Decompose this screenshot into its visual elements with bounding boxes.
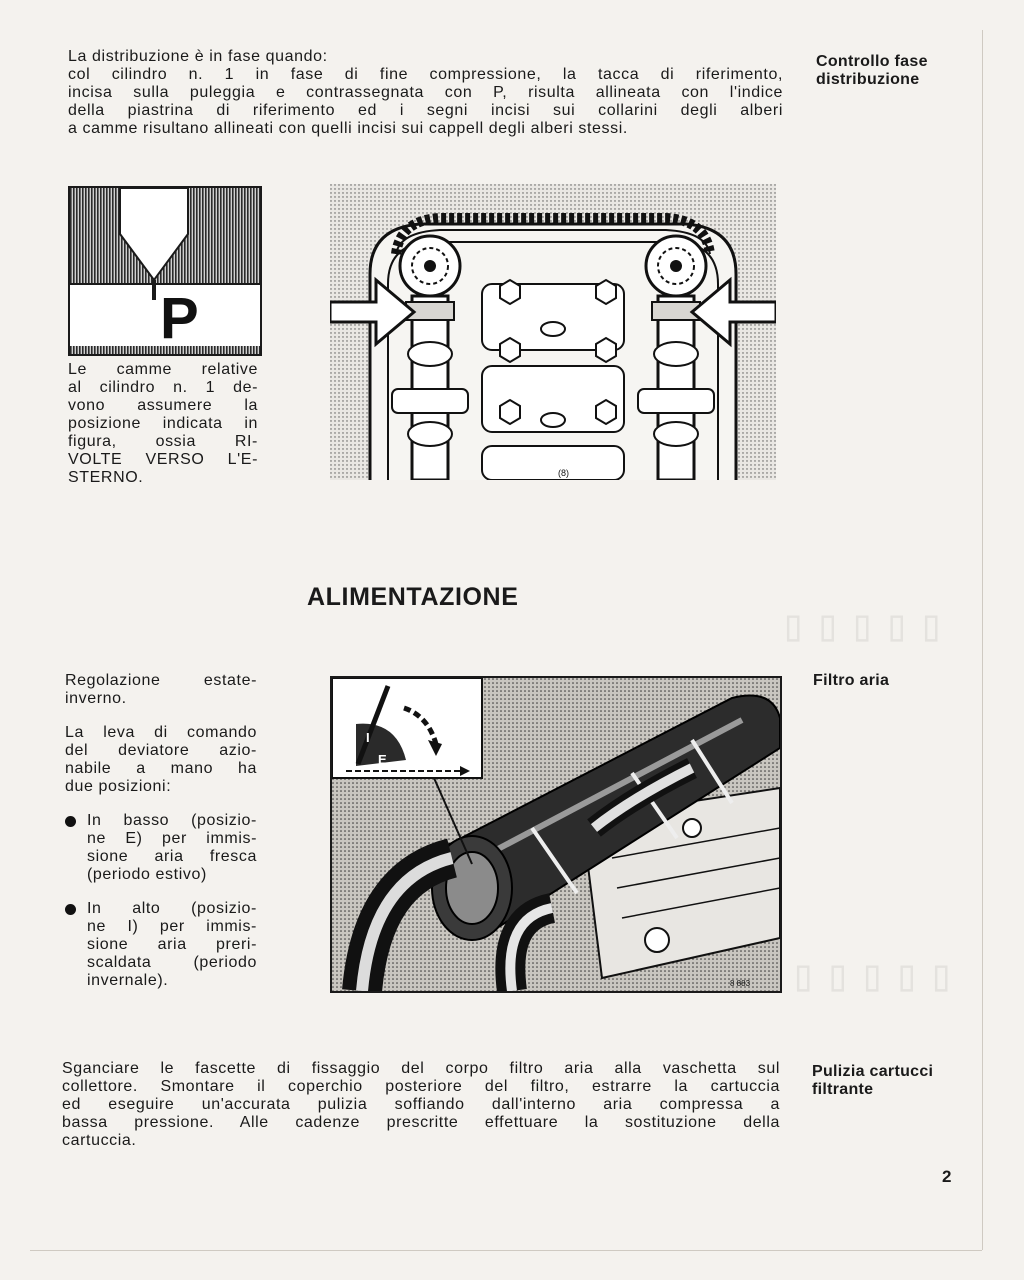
text-line: scaldata (periodo	[87, 954, 257, 971]
side-label-line: distribuzione	[816, 71, 920, 88]
side-label-timing	[816, 53, 966, 89]
figure-label: (8)	[558, 468, 569, 478]
text-line: cartuccia.	[62, 1132, 137, 1149]
page-edge-vertical	[982, 30, 983, 1250]
air-filter-drawing	[332, 678, 780, 991]
figure-reference: 8 883	[730, 979, 751, 988]
lever-position-i: I	[366, 730, 370, 745]
text-line: incisa sulla puleggia e contrassegnata con P, risulta allineata con l'indice	[68, 84, 783, 101]
text-line: vono assumere la	[68, 397, 258, 414]
lever-description	[65, 724, 257, 796]
text-line: sione aria preri-	[87, 936, 257, 953]
text-line: La distribuzione è in fase quando:	[68, 48, 328, 65]
text-line: ne E) per immis-	[87, 830, 257, 847]
p-letter: P	[160, 286, 199, 351]
text-line: In basso (posizio-	[87, 812, 257, 829]
text-line: figura, ossia RI-	[68, 433, 258, 450]
bullet-text	[87, 900, 257, 990]
text-line: La leva di comando	[65, 724, 257, 741]
air-filter-illustration	[330, 676, 782, 993]
text-line: ed eseguire un'accurata pulizia soffiando dall'interno aria compressa a	[62, 1096, 780, 1113]
cam-position-caption	[68, 361, 258, 487]
timing-intro-paragraph	[68, 48, 783, 138]
camshaft-drawing	[330, 184, 776, 480]
lever-detail-inset	[332, 678, 482, 778]
text-line: inverno.	[65, 690, 127, 707]
p-mark-drawing	[70, 188, 260, 354]
camshaft-timing-illustration	[330, 184, 776, 480]
text-line: In alto (posizio-	[87, 900, 257, 917]
side-label-line: Pulizia cartucci	[812, 1063, 934, 1080]
bullet-dot-icon	[65, 816, 76, 827]
text-line: Sganciare le fascette di fissaggio del corpo filtro aria alla vaschetta sul	[62, 1060, 780, 1077]
text-line: nabile a mano ha	[65, 760, 257, 777]
page-edge-horizontal	[30, 1250, 982, 1251]
text-line: a camme risultano allineati con quelli incisi sui cappell degli alberi stessi.	[68, 120, 628, 137]
text-line: posizione indicata in	[68, 415, 258, 432]
bullet-text	[87, 812, 257, 884]
page-number: 2	[942, 1167, 952, 1186]
text-line: invernale).	[87, 972, 169, 989]
text-line: STERNO.	[68, 469, 144, 486]
bleed-through-mark: ▯▯▯▯▯	[790, 954, 963, 1004]
side-label-line: Controllo fase	[816, 53, 928, 70]
text-line: collettore. Smontare il coperchio posteriore del filtro, estrarre la cartuccia	[62, 1078, 780, 1095]
text-line: col cilindro n. 1 in fase di fine compressione, la tacca di riferimento,	[68, 66, 783, 83]
side-label-line: Filtro aria	[813, 672, 890, 689]
filter-cleaning-paragraph	[62, 1060, 780, 1150]
lever-position-e: E	[378, 752, 387, 767]
text-line: ne I) per immis-	[87, 918, 257, 935]
text-line: della piastrina di riferimento ed i segni incisi sui collarini degli alberi	[68, 102, 783, 119]
text-line: (periodo estivo)	[87, 866, 207, 883]
p-reference-mark-figure	[68, 186, 262, 356]
text-line: sione aria fresca	[87, 848, 257, 865]
side-label-cleaning	[812, 1063, 982, 1099]
text-line: Le camme relative	[68, 361, 258, 378]
text-line: al cilindro n. 1 de-	[68, 379, 258, 396]
bullet-dot-icon	[65, 904, 76, 915]
side-label-line: filtrante	[812, 1081, 874, 1098]
bleed-through-mark: ▯▯▯▯▯	[780, 604, 953, 654]
section-heading: ALIMENTAZIONE	[307, 583, 519, 611]
text-line: del deviatore azio-	[65, 742, 257, 759]
text-line: due posizioni:	[65, 778, 172, 795]
text-line: Regolazione estate-	[65, 672, 257, 689]
text-line: bassa pressione. Alle cadenze prescritte effettuare la sostituzione della	[62, 1114, 780, 1131]
text-line: VOLTE VERSO L'E-	[68, 451, 258, 468]
regulation-title	[65, 672, 257, 708]
side-label-air-filter	[813, 672, 963, 690]
